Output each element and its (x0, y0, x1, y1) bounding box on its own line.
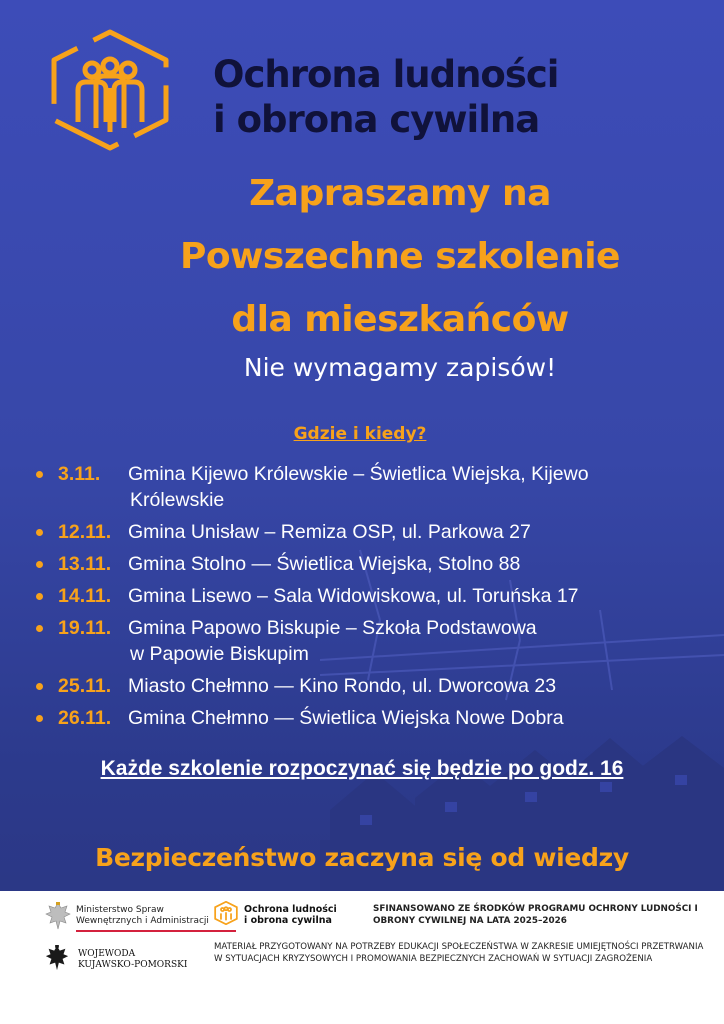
civil-protection-logo-icon (48, 28, 172, 152)
civil-protection-logo-icon (214, 901, 238, 925)
event-date: 25.11. (58, 675, 112, 697)
event-place: Gmina Lisewo – Sala Widowiskowa, ul. Toruńska 17 (128, 585, 579, 607)
event-place-continued: Królewskie (130, 489, 225, 511)
event-item (36, 551, 716, 577)
bullet-icon (36, 593, 43, 600)
bullet-icon (36, 683, 43, 690)
footer (0, 891, 724, 1024)
event-item (36, 583, 716, 609)
voivode-logo (44, 943, 204, 979)
brand-title (213, 52, 703, 142)
event-date: 13.11. (58, 553, 112, 575)
event-place: Gmina Kijewo Królewskie – Świetlica Wiejska, Kijewo (128, 463, 589, 485)
headline (100, 162, 700, 351)
event-item (36, 615, 716, 667)
event-item (36, 705, 716, 731)
event-item (36, 519, 716, 545)
event-date: 12.11. (58, 521, 112, 543)
ministry-name-line1: Ministerstwo Spraw (76, 905, 164, 915)
event-date: 14.11. (58, 585, 112, 607)
eagle-emblem-icon (44, 943, 70, 973)
headline-line1: Zapraszamy na (249, 173, 551, 214)
event-place: Gmina Chełmno — Świetlica Wiejska Nowe Dobra (128, 707, 564, 729)
ministry-name (76, 905, 209, 927)
funding-statement: SFINANSOWANO ZE ŚRODKÓW PROGRAMU OCHRONY LUDNOŚCI I OBRONY CYWILNEJ NA LATA 2025–2026 (373, 904, 698, 926)
event-place: Gmina Unisław – Remiza OSP, ul. Parkowa 27 (128, 521, 531, 543)
voivode-name (78, 949, 187, 971)
event-place: Gmina Stolno — Świetlica Wiejska, Stolno 88 (128, 553, 521, 575)
subheadline: Nie wymagamy zapisów! (243, 353, 557, 382)
slogan: Bezpieczeństwo zaczyna się od wiedzy (95, 843, 629, 872)
event-place-continued: w Papowie Biskupim (130, 643, 309, 665)
program-logo-line1: Ochrona ludności (244, 904, 337, 915)
eagle-emblem-icon (44, 901, 72, 931)
bullet-icon (36, 529, 43, 536)
bullet-icon (36, 715, 43, 722)
where-when-heading: Gdzie i kiedy? (293, 424, 427, 444)
brand-title-line1: Ochrona ludności (213, 53, 559, 96)
headline-line2: Powszechne szkolenie (180, 236, 620, 277)
program-logo-line2: i obrona cywilna (244, 915, 332, 926)
bullet-icon (36, 625, 43, 632)
brand-title-line2: i obrona cywilna (213, 98, 540, 141)
event-date: 3.11. (58, 463, 101, 485)
bullet-icon (36, 561, 43, 568)
event-place: Gmina Papowo Biskupie – Szkoła Podstawowa (128, 617, 537, 639)
headline-line3: dla mieszkańców (231, 299, 569, 340)
material-statement: MATERIAŁ PRZYGOTOWANY NA POTRZEBY EDUKACJI SPOŁECZEŃSTWA W ZAKRESIE UMIEJĘTNOŚCI PRZETRWANIA W SYTUACJACH KRYZYSOWYCH I PROMOWANIA BEZPIECZNYCH ZACHOWAŃ W SYTUACJI ZAGROŻENIA (214, 942, 704, 964)
start-time-notice: Każde szkolenie rozpoczynać się będzie po godz. 16 (100, 757, 624, 780)
ministry-red-bar (76, 930, 236, 932)
voivode-name-line2: KUJAWSKO-POMORSKI (78, 960, 188, 970)
event-date: 26.11. (58, 707, 112, 729)
event-item (36, 461, 716, 513)
event-place: Miasto Chełmno — Kino Rondo, ul. Dworcowa 23 (128, 675, 557, 697)
voivode-name-line1: WOJEWODA (78, 949, 136, 959)
bullet-icon (36, 471, 43, 478)
event-item (36, 673, 716, 699)
event-list (36, 461, 716, 737)
event-date: 19.11. (58, 617, 112, 639)
ministry-name-line2: Wewnętrznych i Administracji (76, 916, 209, 926)
program-logo-text (244, 904, 337, 926)
ministry-logo (44, 899, 209, 935)
